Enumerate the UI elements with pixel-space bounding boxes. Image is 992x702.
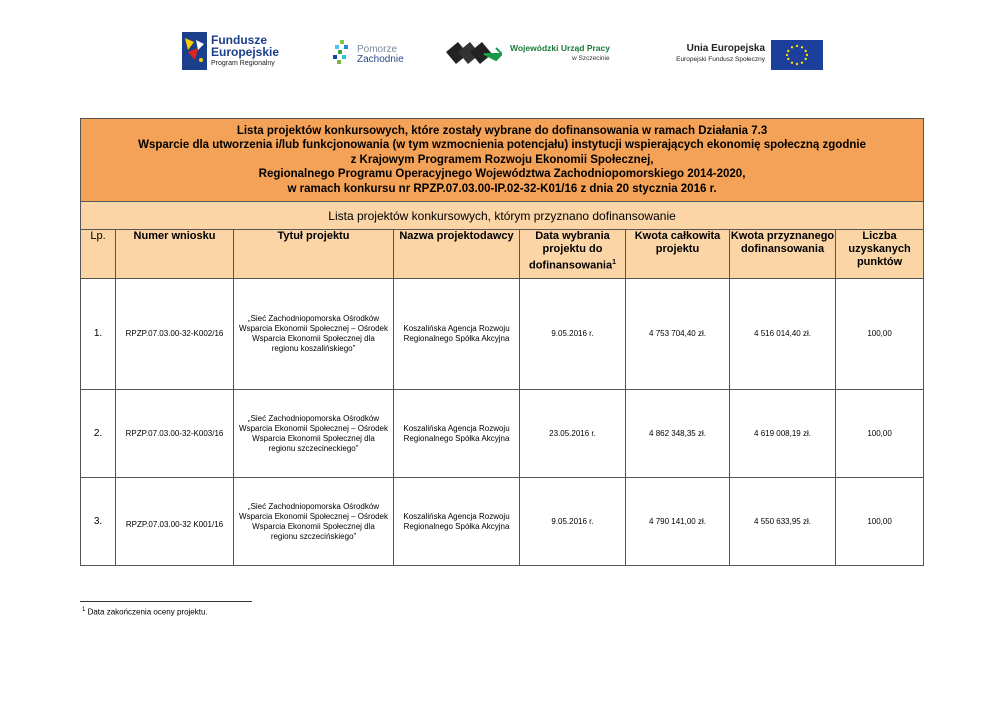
footnote-ref: 1 — [612, 259, 617, 266]
cell-numer: RPZP.07.03.00-32-K002/16 — [116, 279, 234, 390]
cell-lp: 3. — [81, 478, 116, 566]
footnote-text: Data zakończenia oceny projektu. — [85, 607, 208, 617]
table-row — [81, 390, 924, 478]
table-row — [81, 279, 924, 390]
title-line-5: w ramach konkursu nr RPZP.07.03.00-IP.02-32-K01/16 z dnia 20 stycznia 2016 r. — [287, 182, 717, 195]
pomorze-zachodnie-mark-icon — [330, 38, 354, 68]
cell-kwota-przyznana: 4 550 633,95 zł. — [730, 478, 836, 566]
fe-logo-line1: Fundusze — [211, 33, 267, 47]
pz-logo-line2: Zachodnie — [357, 54, 404, 65]
unia-europejska-logo — [658, 38, 823, 72]
cell-numer: RPZP.07.03.00-32-K003/16 — [116, 390, 234, 478]
cell-tytul: „Sieć Zachodniopomorska Ośrodków Wsparcia Ekonomii Społecznej – Ośrodek Wsparcia Ekonomii Społecznej dla regionu szczecineckiego” — [234, 390, 394, 478]
pz-logo-line1: Pomorze — [357, 44, 398, 55]
pomorze-zachodnie-logo — [330, 38, 410, 72]
col-header-data-text: Data wybrania projektu do dofinansowania — [528, 230, 613, 272]
cell-punkty: 100,00 — [836, 279, 924, 390]
fundusze-europejskie-logo — [182, 32, 292, 72]
cell-nazwa: Koszalińska Agencja Rozwoju Regionalnego Spółka Akcyjna — [394, 279, 520, 390]
fundusze-europejskie-flag-icon — [182, 32, 207, 70]
cell-nazwa: Koszalińska Agencja Rozwoju Regionalnego Spółka Akcyjna — [394, 478, 520, 566]
cell-lp: 1. — [81, 279, 116, 390]
cell-data: 9.05.2016 r. — [520, 478, 626, 566]
fe-logo-line2: Europejskie — [211, 45, 280, 59]
cell-punkty: 100,00 — [836, 390, 924, 478]
footnote-divider — [80, 601, 252, 602]
col-header-kwota-przyznana: Kwota przyznanego dofinansowania — [730, 230, 836, 279]
title-line-3: z Krajowym Programem Rozwoju Ekonomii Społecznej, — [350, 153, 654, 166]
cell-tytul: „Sieć Zachodniopomorska Ośrodków Wsparcia Ekonomii Społecznej – Ośrodek Wsparcia Ekonomii Społecznej dla regionu szczecińskiego” — [234, 478, 394, 566]
cell-numer: RPZP.07.03.00-32 K001/16 — [116, 478, 234, 566]
table-row — [81, 478, 924, 566]
table-subtitle: Lista projektów konkursowych, którym przyznano dofinansowanie — [81, 202, 924, 230]
col-header-nazwa: Nazwa projektodawcy — [394, 230, 520, 279]
col-header-data — [520, 230, 626, 279]
title-line-2: Wsparcie dla utworzenia i/lub funkcjonowania (w tym wzmocnienia potencjału) instytucji wspierających ekonomię społeczną zgodnie — [138, 139, 866, 152]
cell-tytul: „Sieć Zachodniopomorska Ośrodków Wsparcia Ekonomii Społecznej – Ośrodek Wsparcia Ekonomii Społecznej dla regionu koszalińskiego” — [234, 279, 394, 390]
cell-kwota-przyznana: 4 516 014,40 zł. — [730, 279, 836, 390]
col-header-punkty: Liczba uzyskanych punktów — [836, 230, 924, 279]
fe-logo-line3: Program Regionalny — [211, 60, 275, 67]
col-header-lp: Lp. — [81, 230, 116, 279]
title-line-1: Lista projektów konkursowych, które zostały wybrane do dofinansowania w ramach Działania 7.3 — [236, 124, 768, 137]
projects-table — [80, 118, 924, 566]
ue-logo-line1: Unia Europejska — [686, 43, 765, 54]
col-header-numer: Numer wniosku — [116, 230, 234, 279]
eu-flag-icon — [771, 40, 823, 70]
col-header-tytul: Tytuł projektu — [234, 230, 394, 279]
cell-kwota-calkowita: 4 862 348,35 zł. — [626, 390, 730, 478]
title-line-4: Regionalnego Programu Operacyjnego Województwa Zachodniopomorskiego 2014-2020, — [258, 168, 746, 181]
cell-punkty: 100,00 — [836, 478, 924, 566]
cell-lp: 2. — [81, 390, 116, 478]
cell-data: 9.05.2016 r. — [520, 279, 626, 390]
footnote-mark: 1 — [82, 607, 86, 613]
cell-kwota-calkowita: 4 753 704,40 zł. — [626, 279, 730, 390]
wup-logo-line2: w Szczecinie — [572, 55, 610, 62]
footnote — [82, 605, 208, 618]
wup-logo-line1: Wojewódzki Urząd Pracy — [510, 43, 610, 53]
cell-kwota-calkowita: 4 790 141,00 zł. — [626, 478, 730, 566]
cell-kwota-przyznana: 4 619 008,19 zł. — [730, 390, 836, 478]
cell-data: 23.05.2016 r. — [520, 390, 626, 478]
ue-logo-line2: Europejski Fundusz Społeczny — [676, 56, 765, 63]
cell-nazwa: Koszalińska Agencja Rozwoju Regionalnego Spółka Akcyjna — [394, 390, 520, 478]
col-header-kwota-calkowita: Kwota całkowita projektu — [626, 230, 730, 279]
wup-mark-icon — [444, 38, 502, 68]
table-title — [81, 119, 924, 202]
wup-logo — [444, 38, 624, 72]
